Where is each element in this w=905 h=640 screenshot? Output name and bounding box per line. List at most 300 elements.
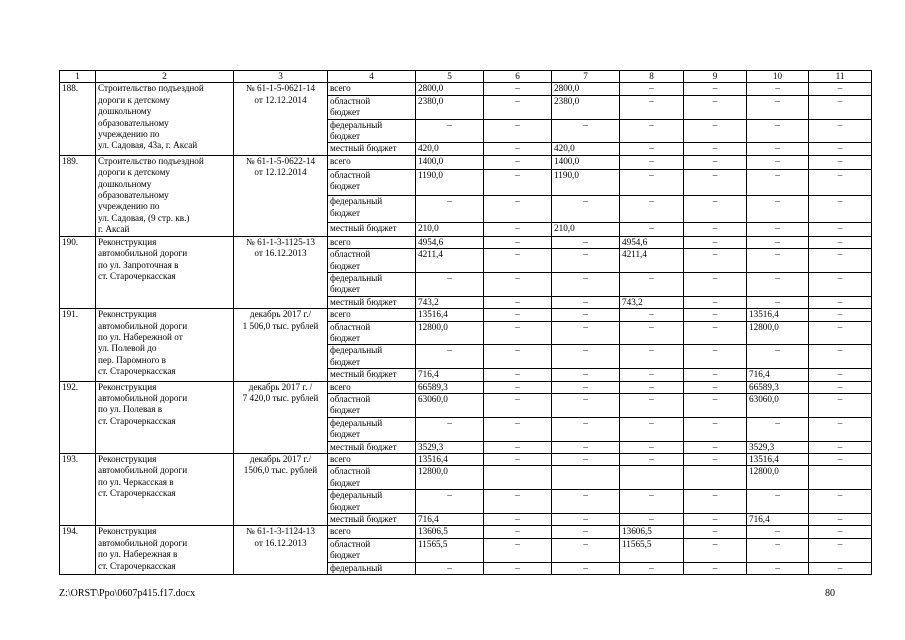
column-header-3: 3 bbox=[234, 71, 328, 83]
funding-source-line: всего bbox=[330, 83, 351, 94]
funding-source-line: областной bbox=[330, 321, 371, 332]
value-cell: – bbox=[747, 417, 809, 441]
value-cell: – bbox=[809, 196, 872, 223]
value-cell: – bbox=[747, 196, 809, 223]
value-cell: – bbox=[620, 393, 684, 417]
value-cell: 2380,0 bbox=[416, 95, 484, 119]
value-cell: 716,4 bbox=[747, 369, 809, 381]
value-cell: – bbox=[809, 296, 872, 308]
funding-source-line: бюджет bbox=[330, 207, 361, 218]
value-cell: – bbox=[552, 249, 620, 273]
object-name-line: Строительство подъездной bbox=[98, 83, 204, 94]
value-cell: – bbox=[684, 441, 747, 453]
value-cell: – bbox=[684, 249, 747, 273]
value-cell: – bbox=[484, 155, 552, 169]
document-ref bbox=[234, 454, 328, 526]
value-cell: – bbox=[747, 155, 809, 169]
row-number: 189. bbox=[60, 155, 96, 236]
value-cell: – bbox=[552, 441, 620, 453]
value-cell: – bbox=[484, 514, 552, 526]
object-name-line: по ул. Набережная в bbox=[98, 549, 178, 560]
document-ref bbox=[234, 526, 328, 575]
funding-source-line: федеральный bbox=[330, 490, 383, 501]
funding-source bbox=[328, 249, 416, 273]
value-cell: – bbox=[484, 526, 552, 538]
funding-source bbox=[328, 369, 416, 381]
value-cell: 11565,5 bbox=[416, 538, 484, 562]
value-cell: – bbox=[809, 169, 872, 196]
value-cell: – bbox=[809, 309, 872, 321]
value-cell: – bbox=[747, 119, 809, 143]
document-ref-line: 1506,0 тыс. рублей bbox=[243, 465, 318, 476]
value-cell: – bbox=[620, 143, 684, 155]
value-cell: – bbox=[552, 296, 620, 308]
value-cell: – bbox=[416, 272, 484, 296]
value-cell: – bbox=[484, 393, 552, 417]
budget-table bbox=[59, 70, 872, 575]
value-cell: – bbox=[620, 196, 684, 223]
object-name-line: по ул. Полевая в bbox=[98, 404, 163, 415]
funding-source-line: всего bbox=[330, 526, 351, 537]
value-cell: – bbox=[552, 417, 620, 441]
value-cell: – bbox=[416, 196, 484, 223]
value-cell: – bbox=[484, 345, 552, 369]
funding-source bbox=[328, 196, 416, 223]
value-cell: – bbox=[620, 454, 684, 466]
funding-source bbox=[328, 169, 416, 196]
value-cell: 420,0 bbox=[416, 143, 484, 155]
value-cell: – bbox=[809, 454, 872, 466]
funding-source bbox=[328, 143, 416, 155]
value-cell: – bbox=[684, 369, 747, 381]
value-cell: 12800,0 bbox=[416, 321, 484, 345]
value-cell: – bbox=[684, 119, 747, 143]
value-cell: – bbox=[416, 119, 484, 143]
value-cell: – bbox=[684, 222, 747, 236]
table-body bbox=[60, 71, 872, 575]
value-cell: – bbox=[809, 417, 872, 441]
document-ref-line: декабрь 2017 г./ bbox=[249, 309, 312, 320]
column-header-1: 1 bbox=[60, 71, 96, 83]
funding-source-line: областной bbox=[330, 169, 371, 180]
funding-source-line: бюджет bbox=[330, 405, 361, 416]
value-cell: – bbox=[620, 169, 684, 196]
value-cell: 210,0 bbox=[552, 222, 620, 236]
object-name-line: ул. Садовая, (9 стр. кв.) bbox=[98, 212, 190, 223]
value-cell: – bbox=[484, 538, 552, 562]
value-cell: – bbox=[809, 321, 872, 345]
object-name-line: ст. Старочеркасская bbox=[98, 488, 176, 499]
funding-source-line: областной bbox=[330, 466, 371, 477]
funding-source bbox=[328, 309, 416, 321]
value-cell: 1190,0 bbox=[416, 169, 484, 196]
funding-source bbox=[328, 155, 416, 169]
value-cell: – bbox=[484, 119, 552, 143]
object-name-line: по ул. Запроточная в bbox=[98, 259, 179, 270]
value-cell: – bbox=[620, 272, 684, 296]
value-cell: – bbox=[620, 345, 684, 369]
value-cell: 12800,0 bbox=[747, 466, 809, 490]
value-cell bbox=[809, 466, 872, 490]
value-cell: – bbox=[552, 236, 620, 248]
value-cell: – bbox=[620, 381, 684, 393]
row-number: 193. bbox=[60, 454, 96, 526]
object-name-line: ст. Старочеркасская bbox=[98, 415, 176, 426]
value-cell bbox=[552, 466, 620, 490]
value-cell: – bbox=[620, 222, 684, 236]
table-row bbox=[60, 236, 872, 248]
funding-source-line: местный бюджет bbox=[330, 222, 397, 233]
value-cell: – bbox=[809, 562, 872, 574]
funding-source-line: бюджет bbox=[330, 131, 361, 142]
funding-source bbox=[328, 441, 416, 453]
column-header-11: 11 bbox=[809, 71, 872, 83]
value-cell: – bbox=[747, 95, 809, 119]
document-ref-line: от 12.12.2014 bbox=[254, 167, 307, 178]
object-name-line: дороги к детскому bbox=[98, 167, 170, 178]
value-cell: 63060,0 bbox=[416, 393, 484, 417]
funding-source bbox=[328, 538, 416, 562]
object-name-line: Реконструкция bbox=[98, 526, 157, 537]
funding-source-line: всего bbox=[330, 381, 351, 392]
object-name-line: автомобильной дороги bbox=[98, 392, 188, 403]
value-cell: – bbox=[484, 321, 552, 345]
object-name bbox=[96, 454, 234, 526]
value-cell: – bbox=[684, 538, 747, 562]
value-cell: 2800,0 bbox=[416, 83, 484, 95]
object-name-line: пер. Паромного в bbox=[98, 354, 166, 365]
value-cell: – bbox=[747, 249, 809, 273]
document-ref-line: 1 506,0 тыс. рублей bbox=[242, 320, 319, 331]
funding-source bbox=[328, 562, 416, 574]
value-cell: – bbox=[747, 143, 809, 155]
object-name-line: Реконструкция bbox=[98, 454, 157, 464]
value-cell: – bbox=[484, 562, 552, 574]
object-name-line: образовательному bbox=[98, 117, 169, 128]
value-cell: 210,0 bbox=[416, 222, 484, 236]
value-cell: – bbox=[684, 155, 747, 169]
value-cell: – bbox=[747, 345, 809, 369]
value-cell: – bbox=[484, 249, 552, 273]
value-cell: – bbox=[684, 490, 747, 514]
funding-source-line: областной bbox=[330, 249, 371, 260]
funding-source-line: федеральный bbox=[330, 196, 383, 207]
value-cell: – bbox=[552, 514, 620, 526]
value-cell: – bbox=[809, 155, 872, 169]
value-cell: – bbox=[747, 526, 809, 538]
funding-source-line: бюджет bbox=[330, 181, 361, 192]
column-header-6: 6 bbox=[484, 71, 552, 83]
document-ref-line: от 12.12.2014 bbox=[254, 94, 307, 105]
table-row bbox=[60, 309, 872, 321]
funding-source-line: бюджет bbox=[330, 429, 361, 440]
object-name-line: Реконструкция bbox=[98, 236, 157, 247]
funding-source-line: бюджет bbox=[330, 550, 361, 561]
funding-source-line: всего bbox=[330, 454, 351, 464]
funding-source-line: всего bbox=[330, 309, 351, 320]
value-cell bbox=[484, 466, 552, 490]
row-number: 192. bbox=[60, 381, 96, 453]
funding-source-line: всего bbox=[330, 155, 351, 166]
funding-source-line: федеральный bbox=[330, 119, 383, 130]
value-cell: – bbox=[552, 538, 620, 562]
value-cell: – bbox=[620, 321, 684, 345]
value-cell: – bbox=[809, 369, 872, 381]
value-cell: – bbox=[552, 526, 620, 538]
value-cell: – bbox=[684, 169, 747, 196]
value-cell: 1400,0 bbox=[416, 155, 484, 169]
value-cell: – bbox=[809, 95, 872, 119]
value-cell: – bbox=[620, 119, 684, 143]
funding-source-line: бюджет bbox=[330, 501, 361, 512]
document-ref-line: декабрь 2017 г. / bbox=[248, 381, 313, 392]
value-cell: 743,2 bbox=[416, 296, 484, 308]
funding-source-line: областной bbox=[330, 393, 371, 404]
value-cell: – bbox=[809, 83, 872, 95]
value-cell: – bbox=[684, 454, 747, 466]
funding-source bbox=[328, 321, 416, 345]
value-cell: – bbox=[552, 381, 620, 393]
funding-source-line: всего bbox=[330, 236, 351, 247]
value-cell: – bbox=[809, 538, 872, 562]
table-header-row bbox=[60, 71, 872, 83]
value-cell: 716,4 bbox=[747, 514, 809, 526]
object-name-line: по ул. Черкасская в bbox=[98, 476, 174, 487]
funding-source bbox=[328, 381, 416, 393]
document-ref-line: № 61-1-5-0621-14 bbox=[245, 83, 316, 94]
value-cell: – bbox=[552, 369, 620, 381]
value-cell: 63060,0 bbox=[747, 393, 809, 417]
funding-source-line: федеральный bbox=[330, 345, 383, 356]
value-cell: – bbox=[747, 490, 809, 514]
value-cell: – bbox=[620, 83, 684, 95]
funding-source bbox=[328, 490, 416, 514]
value-cell: 66589,3 bbox=[416, 381, 484, 393]
column-header-10: 10 bbox=[747, 71, 809, 83]
value-cell: – bbox=[747, 83, 809, 95]
object-name bbox=[96, 381, 234, 453]
value-cell: – bbox=[809, 490, 872, 514]
object-name-line: ст. Старочеркасская bbox=[98, 366, 176, 377]
funding-source bbox=[328, 222, 416, 236]
column-header-4: 4 bbox=[328, 71, 416, 83]
value-cell: – bbox=[552, 345, 620, 369]
object-name-line: дошкольному bbox=[98, 106, 152, 117]
document-ref-line: от 16.12.2013 bbox=[254, 537, 307, 548]
value-cell: 1400,0 bbox=[552, 155, 620, 169]
funding-source bbox=[328, 345, 416, 369]
row-number: 191. bbox=[60, 309, 96, 381]
value-cell: – bbox=[809, 222, 872, 236]
value-cell: – bbox=[484, 490, 552, 514]
funding-source-line: бюджет bbox=[330, 107, 361, 118]
column-header-7: 7 bbox=[552, 71, 620, 83]
value-cell: – bbox=[684, 526, 747, 538]
funding-source-line: бюджет bbox=[330, 356, 361, 367]
object-name-line: автомобильной дороги bbox=[98, 248, 188, 259]
value-cell: – bbox=[620, 514, 684, 526]
value-cell: 13606,5 bbox=[416, 526, 484, 538]
value-cell: – bbox=[620, 95, 684, 119]
value-cell: – bbox=[484, 441, 552, 453]
object-name-line: автомобильной дороги bbox=[98, 537, 188, 548]
funding-source bbox=[328, 514, 416, 526]
funding-source bbox=[328, 466, 416, 490]
value-cell: 12800,0 bbox=[747, 321, 809, 345]
funding-source-line: бюджет bbox=[330, 332, 361, 343]
value-cell: 4954,6 bbox=[416, 236, 484, 248]
value-cell: – bbox=[809, 526, 872, 538]
object-name-line: г. Аксай bbox=[98, 224, 130, 235]
value-cell: – bbox=[809, 143, 872, 155]
value-cell: – bbox=[747, 538, 809, 562]
value-cell: – bbox=[809, 249, 872, 273]
object-name bbox=[96, 236, 234, 308]
document-ref-line: № 61-1-3-1125-13 bbox=[246, 236, 315, 247]
value-cell: – bbox=[484, 309, 552, 321]
document-ref-line: № 61-1-5-0622-14 bbox=[245, 155, 316, 166]
value-cell: – bbox=[747, 296, 809, 308]
value-cell: 3529,3 bbox=[416, 441, 484, 453]
funding-source-line: бюджет bbox=[330, 284, 361, 295]
document-ref bbox=[234, 236, 328, 308]
object-name-line: учреждению по bbox=[98, 129, 160, 140]
footer-file-path: Z:\ORST\Ppo\0607p415.f17.docx bbox=[59, 588, 196, 599]
value-cell: – bbox=[484, 296, 552, 308]
value-cell: – bbox=[416, 417, 484, 441]
value-cell: – bbox=[684, 143, 747, 155]
object-name-line: ст. Старочеркасская bbox=[98, 560, 176, 571]
value-cell: – bbox=[684, 321, 747, 345]
object-name-line: дороги к детскому bbox=[98, 94, 170, 105]
funding-source-line: местный бюджет bbox=[330, 143, 397, 154]
object-name-line: ул. Садовая, 43а, г. Аксай bbox=[98, 140, 198, 151]
funding-source-line: бюджет bbox=[330, 260, 361, 271]
value-cell: 4211,4 bbox=[620, 249, 684, 273]
value-cell: – bbox=[684, 296, 747, 308]
document-ref bbox=[234, 309, 328, 381]
value-cell: – bbox=[484, 95, 552, 119]
funding-source-line: федеральный bbox=[330, 562, 383, 573]
column-header-2: 2 bbox=[96, 71, 234, 83]
value-cell: – bbox=[552, 393, 620, 417]
value-cell: – bbox=[484, 83, 552, 95]
value-cell: – bbox=[484, 454, 552, 466]
document-ref-line: 7 420,0 тыс. рублей bbox=[242, 392, 319, 403]
document-ref bbox=[234, 83, 328, 155]
value-cell bbox=[684, 466, 747, 490]
value-cell: 11565,5 bbox=[620, 538, 684, 562]
value-cell: – bbox=[684, 83, 747, 95]
value-cell: – bbox=[747, 272, 809, 296]
object-name-line: автомобильной дороги bbox=[98, 465, 188, 476]
value-cell: 66589,3 bbox=[747, 381, 809, 393]
value-cell: 4211,4 bbox=[416, 249, 484, 273]
row-number: 188. bbox=[60, 83, 96, 155]
value-cell: – bbox=[620, 309, 684, 321]
funding-source bbox=[328, 119, 416, 143]
funding-source-line: федеральный bbox=[330, 272, 383, 283]
value-cell: – bbox=[552, 490, 620, 514]
value-cell: – bbox=[809, 393, 872, 417]
value-cell: – bbox=[620, 490, 684, 514]
value-cell: – bbox=[809, 381, 872, 393]
funding-source-line: местный бюджет bbox=[330, 441, 397, 452]
value-cell: – bbox=[620, 562, 684, 574]
document-ref-line: декабрь 2017 г./ bbox=[249, 454, 312, 464]
value-cell: – bbox=[684, 236, 747, 248]
funding-source-line: федеральный bbox=[330, 417, 383, 428]
funding-source-line: областной bbox=[330, 538, 371, 549]
value-cell: – bbox=[484, 236, 552, 248]
funding-source-line: местный бюджет bbox=[330, 296, 397, 307]
object-name bbox=[96, 155, 234, 236]
value-cell: 3529,3 bbox=[747, 441, 809, 453]
column-header-5: 5 bbox=[416, 71, 484, 83]
value-cell: – bbox=[684, 417, 747, 441]
value-cell: – bbox=[416, 562, 484, 574]
document-ref bbox=[234, 155, 328, 236]
value-cell: – bbox=[809, 345, 872, 369]
value-cell: – bbox=[552, 562, 620, 574]
object-name-line: Реконструкция bbox=[98, 309, 157, 320]
value-cell bbox=[620, 466, 684, 490]
value-cell: – bbox=[684, 514, 747, 526]
value-cell: 13516,4 bbox=[416, 454, 484, 466]
value-cell: – bbox=[620, 369, 684, 381]
funding-source bbox=[328, 454, 416, 466]
value-cell: 12800,0 bbox=[416, 466, 484, 490]
funding-source bbox=[328, 393, 416, 417]
document-ref bbox=[234, 381, 328, 453]
value-cell: – bbox=[747, 169, 809, 196]
funding-source bbox=[328, 236, 416, 248]
value-cell: – bbox=[484, 369, 552, 381]
value-cell: – bbox=[552, 454, 620, 466]
funding-source bbox=[328, 417, 416, 441]
object-name-line: по ул. Набережной от bbox=[98, 331, 183, 342]
value-cell: – bbox=[809, 119, 872, 143]
value-cell: – bbox=[484, 381, 552, 393]
value-cell: 1190,0 bbox=[552, 169, 620, 196]
value-cell: – bbox=[809, 272, 872, 296]
value-cell: – bbox=[809, 514, 872, 526]
funding-source bbox=[328, 526, 416, 538]
funding-source-line: местный бюджет bbox=[330, 514, 397, 525]
value-cell: – bbox=[809, 441, 872, 453]
row-number: 194. bbox=[60, 526, 96, 575]
value-cell: – bbox=[684, 381, 747, 393]
value-cell: 420,0 bbox=[552, 143, 620, 155]
value-cell: – bbox=[552, 196, 620, 223]
value-cell: – bbox=[552, 119, 620, 143]
value-cell: 716,4 bbox=[416, 369, 484, 381]
value-cell: – bbox=[552, 309, 620, 321]
funding-source bbox=[328, 272, 416, 296]
value-cell: 13516,4 bbox=[747, 309, 809, 321]
funding-source bbox=[328, 83, 416, 95]
value-cell: – bbox=[684, 95, 747, 119]
object-name-line: Реконструкция bbox=[98, 381, 157, 392]
value-cell: 13516,4 bbox=[747, 454, 809, 466]
value-cell: 716,4 bbox=[416, 514, 484, 526]
value-cell: – bbox=[684, 393, 747, 417]
column-header-9: 9 bbox=[684, 71, 747, 83]
object-name bbox=[96, 83, 234, 155]
value-cell: – bbox=[747, 222, 809, 236]
column-header-8: 8 bbox=[620, 71, 684, 83]
funding-source-line: бюджет bbox=[330, 477, 361, 488]
